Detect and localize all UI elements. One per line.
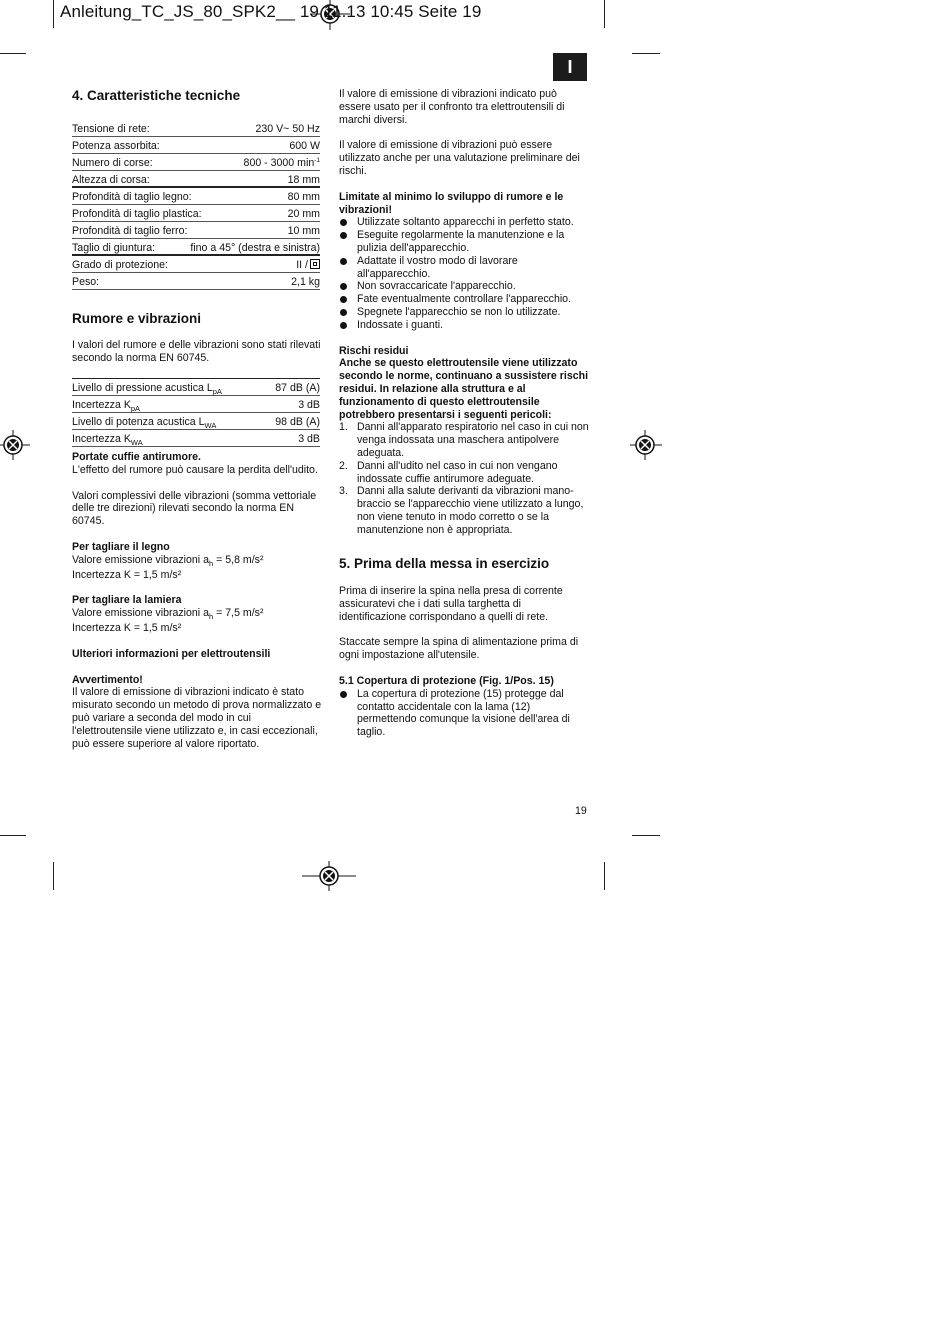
table-row: Profondità di taglio plastica: 20 mm (72, 205, 320, 222)
residual-risks-list (339, 421, 589, 536)
list-item: Utilizzate soltanto apparecchi in perfetto stato. (339, 216, 589, 229)
section5-body (339, 585, 589, 739)
table-row: Numero di corse: 800 - 3000 $\min^{-1}$ (72, 154, 320, 171)
further-info-heading: Ulteriori informazioni per elettroutensili (72, 647, 271, 660)
limit-noise-list (339, 216, 589, 331)
table-row: Incertezza $K_{WA}$ 3 dB (72, 430, 320, 447)
language-tab: I (553, 53, 587, 81)
table-row: Grado di protezione: II / (72, 256, 320, 273)
crop-mark (0, 835, 26, 836)
list-item: La copertura di protezione (15) protegge dal contatto accidentale con la lama (12) permettendo comunque la visione dell'area di taglio. (339, 688, 589, 739)
list-item: Adattate il vostro modo di lavorare all'apparecchio. (339, 255, 589, 281)
crop-mark (0, 53, 26, 54)
vibration-comparison-text: Il valore di emissione di vibrazioni indicato può essere usato per il confronto tra elettroutensili di marchi diversi. (339, 88, 565, 126)
sheet-uncertainty: Incertezza K = 1,5 m/s² (72, 621, 182, 634)
crop-mark (632, 835, 660, 836)
warning-heading: Avvertimento! (72, 673, 143, 686)
section5-unplug-text: Staccate sempre la spina di alimentazione prima di ogni impostazione all'utensile. (339, 636, 579, 662)
print-slug-header: Anleitung_TC_JS_80_SPK2__ 19.11.13 10:45 Seite 19 (60, 2, 482, 21)
ear-protection-title: Portate cuffie antirumore. (72, 451, 201, 463)
noise-heading: Rumore e vibrazioni (72, 311, 202, 326)
list-item: Indossate i guanti. (339, 319, 589, 332)
table-row: Altezza di corsa: 18 mm (72, 171, 320, 188)
crop-mark (604, 0, 605, 28)
section51-list (339, 688, 589, 739)
crop-mark (53, 862, 54, 890)
table-row: Incertezza $K_{pA}$ 3 dB (72, 396, 320, 413)
table-row: Taglio di giuntura: fino a 45° (destra e sinistra) (72, 239, 320, 256)
registration-mark-icon (630, 430, 662, 460)
table-row: Livello di pressione acustica $L_{pA}$ 87 dB (A) (72, 379, 320, 396)
noise-intro: I valori del rumore e delle vibrazioni sono stati rilevati secondo la norma EN 60745. (72, 339, 321, 364)
crop-mark (632, 53, 660, 54)
warning-text: Il valore di emissione di vibrazioni indicato è stato misurato secondo un metodo di prova normalizzato e può variare a seconda del modo in cui l'elettroutensile viene utilizzato e, in casi eccezionali, può essere superiore al valore riportato. (72, 686, 322, 750)
list-item: Eseguite regolarmente la manutenzione e la pulizia dell'apparecchio. (339, 229, 589, 255)
left-body-text (72, 451, 324, 750)
table-row: Potenza assorbita: 600 W (72, 137, 320, 154)
protection-class-icon (310, 259, 320, 269)
table-row: Profondità di taglio legno: 80 mm (72, 188, 320, 205)
sheet-vibration-value: Valore emissione vibrazioni $a_h = 7,5$ m/s² (72, 607, 264, 622)
registration-mark-icon (302, 861, 356, 891)
table-row: Profondità di taglio ferro: 10 mm (72, 222, 320, 239)
section5-plug-text: Prima di inserire la spina nella presa di corrente assicuratevi che i dati sulla targhetta di identificazione corrispondano a quelli di rete. (339, 585, 563, 623)
specs-heading: 4. Caratteristiche tecniche (72, 88, 241, 103)
registration-mark-icon (0, 430, 30, 460)
limit-noise-heading: Limitate al minimo lo sviluppo di rumore e le vibrazioni! (339, 190, 564, 216)
wood-vibration-value: Valore emissione vibrazioni $a_h = 5,8$ m/s² (72, 553, 264, 568)
list-item: Spegnete l'apparecchio se non lo utilizzate. (339, 306, 589, 319)
crop-mark (53, 0, 54, 28)
residual-risks-heading: Rischi residui (339, 344, 409, 357)
table-row: Peso: 2,1 kg (72, 273, 320, 290)
list-item: Non sovraccaricate l'apparecchio. (339, 280, 589, 293)
vibration-assessment-text: Il valore di emissione di vibrazioni può essere utilizzato anche per una valutazione preliminare dei rischi. (339, 139, 580, 177)
section5-heading: 5. Prima della messa in esercizio (339, 556, 550, 571)
table-row: Tensione di rete: 230 V~ 50 Hz (72, 120, 320, 137)
crop-mark (604, 862, 605, 890)
noise-table (72, 378, 320, 447)
ear-protection-text: L'effetto del rumore può causare la perdita dell'udito. (72, 463, 318, 476)
sheet-heading: Per tagliare la lamiera (72, 594, 182, 607)
section51-heading: 5.1 Copertura di protezione (Fig. 1/Pos. 15) (339, 674, 554, 687)
page-number: 19 (575, 805, 587, 817)
wood-heading: Per tagliare il legno (72, 540, 170, 553)
vibration-total-text: Valori complessivi delle vibrazioni (somma vettoriale delle tre direzioni) rilevati secondo la norma EN 60745. (72, 489, 317, 528)
table-row: Livello di potenza acustica $L_{WA}$ 98 dB (A) (72, 413, 320, 430)
wood-uncertainty: Incertezza K = 1,5 m/s² (72, 568, 182, 581)
list-item: 3. Danni alla salute derivanti da vibrazioni mano-braccio se l'apparecchio viene utilizzato a lungo, non viene tenuto in modo corretto o se la manutenzione non è appropriata. (339, 485, 584, 536)
specs-table (72, 120, 320, 290)
list-item: Fate eventualmente controllare l'apparecchio. (339, 293, 589, 306)
right-body-text (339, 88, 589, 537)
residual-risks-intro: Anche se questo elettroutensile viene utilizzato secondo le norme, continuano a sussistere rischi residui. In relazione alla struttura e al funzionamento di questo elettroutensile potrebbero presentarsi i seguenti pericoli: (339, 357, 589, 421)
list-item: 2. Danni all'udito nel caso in cui non vengano indossate cuffie antirumore adeguate. (339, 459, 558, 485)
list-item: 1. Danni all'apparato respiratorio nel caso in cui non venga indossata una maschera antipolvere adeguata. (339, 421, 589, 459)
